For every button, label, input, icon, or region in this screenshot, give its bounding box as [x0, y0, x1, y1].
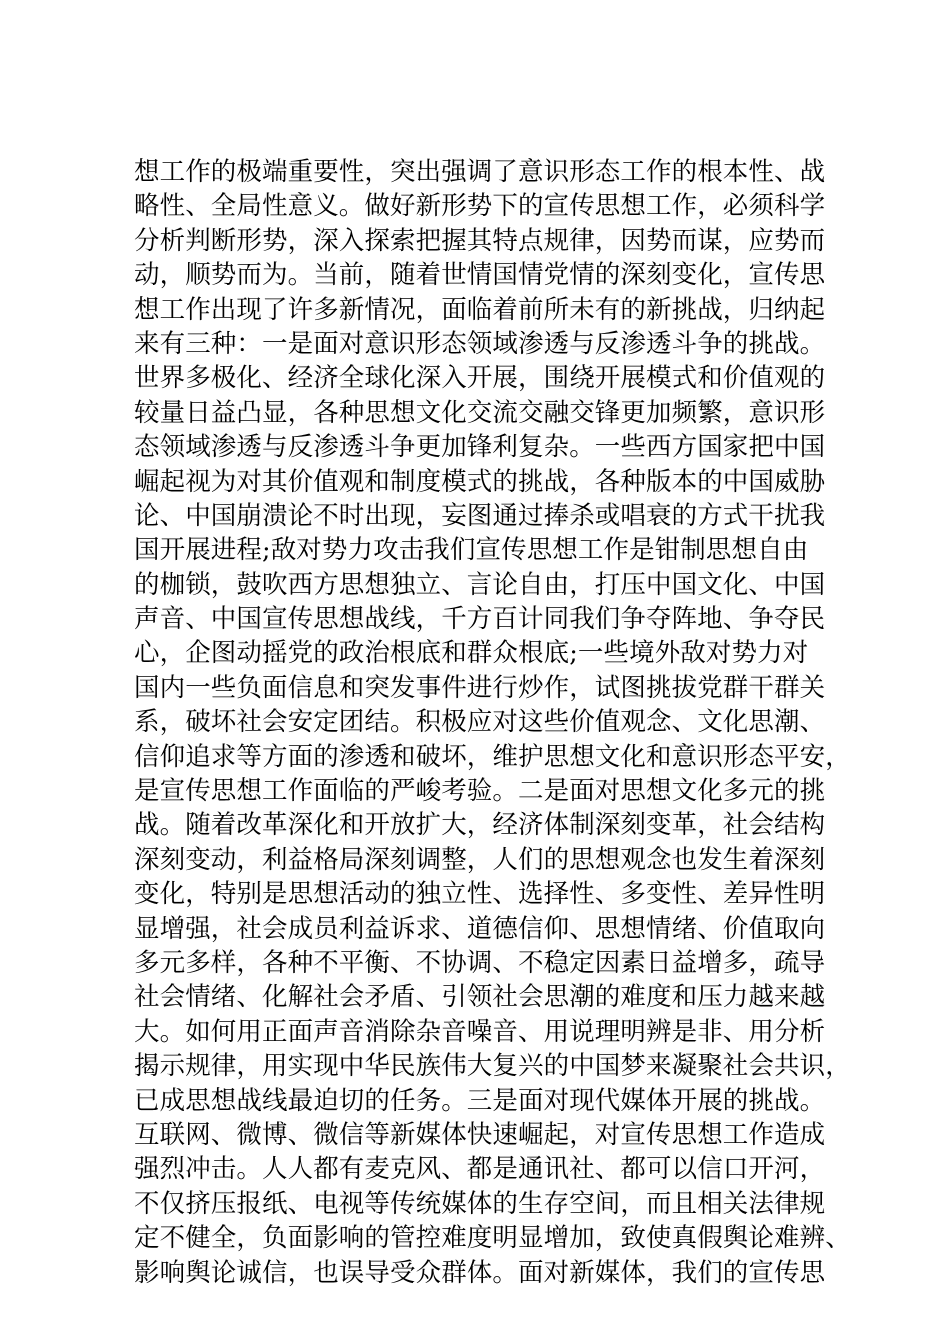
text-line: 系，破坏社会安定团结。积极应对这些价值观念、文化思潮、: [134, 707, 826, 738]
text-line: 互联网、微博、微信等新媒体快速崛起，对宣传思想工作造成: [134, 1119, 826, 1150]
text-line: 国开展进程;敌对势力攻击我们宣传思想工作是钳制思想自由: [134, 535, 809, 566]
text-line: 显增强，社会成员利益诉求、道德信仰、思想情绪、价值取向: [134, 913, 826, 944]
text-line: 态领域渗透与反渗透斗争更加锋利复杂。一些西方国家把中国: [134, 432, 826, 463]
text-line: 世界多极化、经济全球化深入开展，围绕开展模式和价值观的: [134, 363, 826, 394]
text-line: 来有三种：一是面对意识形态领域渗透与反渗透斗争的挑战。: [134, 328, 826, 359]
text-line: 动，顺势而为。当前，随着世情国情党情的深刻变化，宣传思: [134, 260, 826, 291]
text-line: 声音、中国宣传思想战线，千方百计同我们争夺阵地、争夺民: [134, 604, 826, 635]
text-line: 论、中国崩溃论不时出现，妄图通过捧杀或唱衰的方式干扰我: [134, 500, 826, 531]
text-line: 揭示规律，用实现中华民族伟大复兴的中国梦来凝聚社会共识，: [134, 1051, 851, 1082]
text-line: 已成思想战线最迫切的任务。三是面对现代媒体开展的挑战。: [134, 1085, 826, 1116]
text-line: 大。如何用正面声音消除杂音噪音、用说理明辨是非、用分析: [134, 1016, 826, 1047]
text-line: 信仰追求等方面的渗透和破坏，维护思想文化和意识形态平安，: [134, 741, 851, 772]
text-line: 崛起视为对其价值观和制度模式的挑战，各种版本的中国威胁: [134, 466, 826, 497]
text-line: 想工作的极端重要性，突出强调了意识形态工作的根本性、战: [134, 157, 826, 187]
text-line: 变化，特别是思想活动的独立性、选择性、多变性、差异性明: [134, 879, 826, 910]
text-line: 不仅挤压报纸、电视等传统媒体的生存空间，而且相关法律规: [134, 1188, 826, 1219]
text-line: 心，企图动摇党的政治根底和群众根底;一些境外敌对势力对: [134, 638, 809, 669]
text-line: 影响舆论诚信，也误导受众群体。面对新媒体，我们的宣传思: [134, 1257, 826, 1288]
text-line: 社会情绪、化解社会矛盾、引领社会思潮的难度和压力越来越: [134, 982, 826, 1013]
text-line: 多元多样，各种不平衡、不协调、不稳定因素日益增多，疏导: [134, 947, 826, 978]
text-line: 深刻变动，利益格局深刻调整，人们的思想观念也发生着深刻: [134, 844, 826, 875]
text-line: 想工作出现了许多新情况，面临着前所未有的新挑战，归纳起: [134, 294, 826, 325]
body-text: [134, 155, 851, 1290]
text-line: 国内一些负面信息和突发事件进行炒作，试图挑拔党群干群关: [134, 672, 826, 703]
text-line: 定不健全，负面影响的管控难度明显增加，致使真假舆论难辨、: [134, 1223, 851, 1254]
text-line: 略性、全局性意义。做好新形势下的宣传思想工作，必须科学: [134, 191, 826, 222]
text-line: 的枷锁，鼓吹西方思想独立、言论自由，打压中国文化、中国: [134, 569, 826, 600]
text-line: 战。随着改革深化和开放扩大，经济体制深刻变革，社会结构: [134, 810, 826, 841]
text-line: 较量日益凸显，各种思想文化交流交融交锋更加频繁，意识形: [134, 397, 826, 428]
text-line: 分析判断形势，深入探索把握其特点规律，因势而谋，应势而: [134, 225, 826, 256]
text-line: 是宣传思想工作面临的严峻考验。二是面对思想文化多元的挑: [134, 776, 826, 807]
text-line: 强烈冲击。人人都有麦克风、都是通讯社、都可以信口开河，: [134, 1154, 826, 1185]
